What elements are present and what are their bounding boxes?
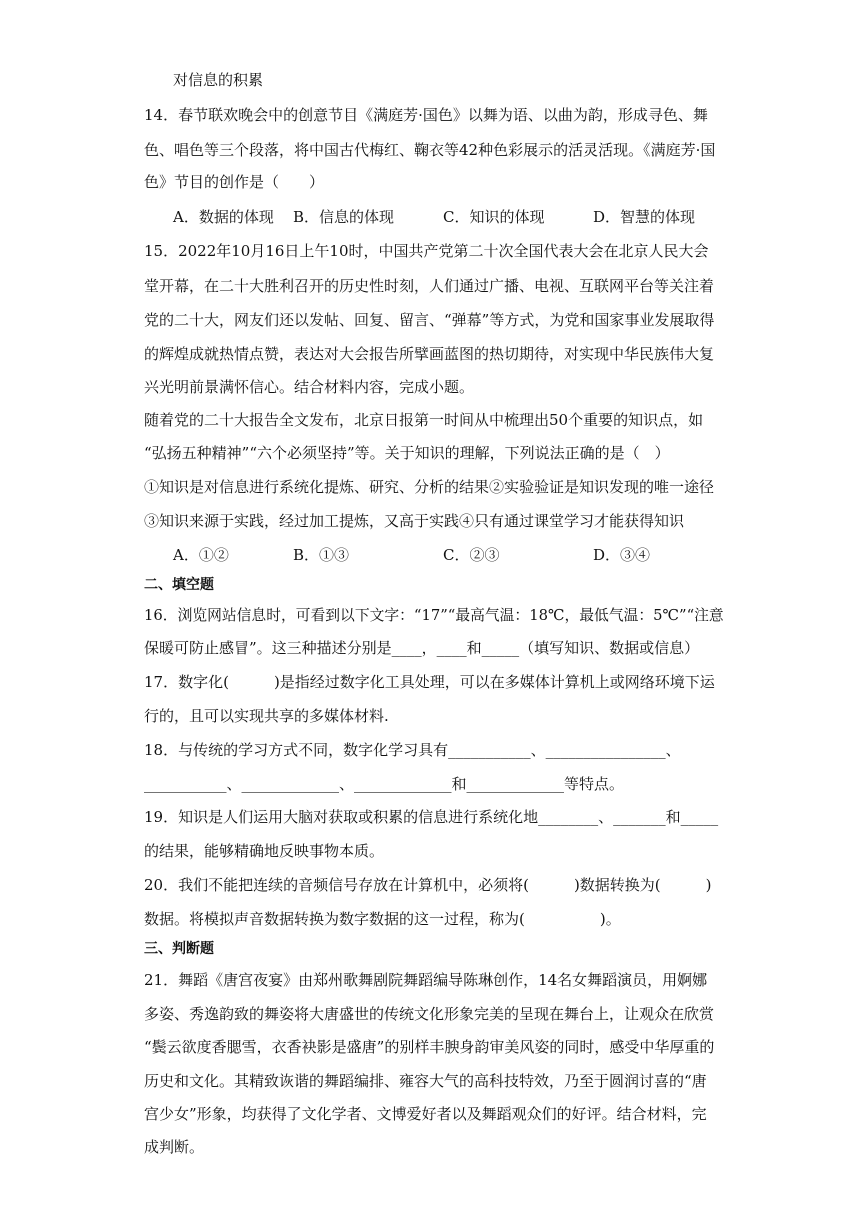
- q15-line: “弘扬五种精神”“六个必须坚持”等。关于知识的理解，下列说法正确的是（ ）: [144, 444, 670, 462]
- q15-line: 15．2022年10月16日上午10时，中国共产党第二十次全国代表大会在北京人民大会: [144, 242, 709, 260]
- q21-line: 宫少女”形象，均获得了文化学者、文博爱好者以及舞蹈观众们的好评。结合材料，完: [144, 1105, 707, 1123]
- q21-line: 历史和文化。其精致诙谐的舞蹈编排、雍容大气的高科技特效，乃至于圆润讨喜的“唐: [144, 1072, 707, 1090]
- q14-line: 色》节目的创作是（ ）: [144, 173, 325, 191]
- q17-line: 17．数字化( )是指经过数字化工具处理，可以在多媒体计算机上或网络环境下运: [144, 673, 715, 691]
- q19-line: 19．知识是人们运用大脑对获取或积累的信息进行系统化地________、_______和_____: [144, 808, 719, 826]
- q15-line: ①知识是对信息进行系统化提炼、研究、分析的结果②实验验证是知识发现的唯一途径: [144, 478, 715, 496]
- q13-tail: 对信息的积累: [173, 71, 264, 89]
- q21-line: 多姿、秀逸韵致的舞姿将大唐盛世的传统文化形象完美的呈现在舞台上，让观众在欣赏: [144, 1005, 715, 1023]
- q15-line: 随着党的二十大报告全文发布，北京日报第一时间从中梳理出50个重要的知识点，如: [144, 411, 704, 429]
- q16-line: 保暖可防止感冒”。这三种描述分别是____，____和_____（填写知识、数据或信息）: [144, 639, 700, 657]
- q15-line: 的辉煌成就热情点赞，表达对大会报告所擘画蓝图的热切期待，对实现中华民族伟大复: [144, 345, 715, 363]
- option-d: D．③④: [593, 546, 651, 564]
- q15-line: 党的二十大，网友们还以发帖、回复、留言、“弹幕”等方式，为党和国家事业发展取得: [144, 311, 715, 329]
- section-heading-fill-blank: 二、填空题: [144, 577, 214, 593]
- q20-line: 20．我们不能把连续的音频信号存放在计算机中，必须将( )数据转换为( ): [144, 876, 712, 894]
- q14-line: 色、唱色等三个段落，将中国古代梅红、鞠衣等42种色彩展示的活灵活现。《满庭芳·国: [144, 141, 716, 159]
- q18-line: ___________、_____________、_____________和_____________等特点。: [144, 775, 625, 793]
- q17-line: 行的，且可以实现共享的多媒体材料.: [144, 707, 389, 725]
- q18-line: 18．与传统的学习方式不同，数字化学习具有___________、________________、: [144, 741, 681, 759]
- q16-line: 16．浏览网站信息时，可看到以下文字：“17”“最高气温：18℃，最低气温：5℃”“注意: [144, 606, 724, 624]
- option-a: A．数据的体现: [173, 208, 274, 226]
- q21-line: “鬓云欲度香腮雪，衣香袂影是盛唐”的别样丰腴身韵审美风姿的同时，感受中华厚重的: [144, 1038, 715, 1056]
- option-a: A．①②: [173, 546, 229, 564]
- q15-line: ③知识来源于实践，经过加工提炼，又高于实践④只有通过课堂学习才能获得知识: [144, 512, 685, 530]
- q15-line: 兴光明前景满怀信心。结合材料内容，完成小题。: [144, 378, 475, 396]
- option-d: D．智慧的体现: [593, 208, 696, 226]
- q14-line: 14．春节联欢晚会中的创意节目《满庭芳·国色》以舞为语、以曲为韵，形成寻色、舞: [144, 106, 708, 124]
- q15-line: 堂开幕，在二十大胜利召开的历史性时刻，人们通过广播、电视、互联网平台等关注着: [144, 277, 715, 295]
- option-b: B．①③: [293, 546, 350, 564]
- option-b: B．信息的体现: [293, 208, 395, 226]
- q20-line: 数据。将模拟声音数据转换为数字数据的这一过程，称为( )。: [144, 910, 621, 928]
- option-c: C．知识的体现: [443, 208, 545, 226]
- section-heading-judgment: 三、判断题: [144, 941, 214, 957]
- q19-line: 的结果，能够精确地反映事物本质。: [144, 842, 385, 860]
- q21-line: 21．舞蹈《唐宫夜宴》由郑州歌舞剧院舞蹈编导陈琳创作，14名女舞蹈演员，用婀娜: [144, 971, 708, 989]
- q21-line: 成判断。: [144, 1138, 205, 1156]
- option-c: C．②③: [443, 546, 500, 564]
